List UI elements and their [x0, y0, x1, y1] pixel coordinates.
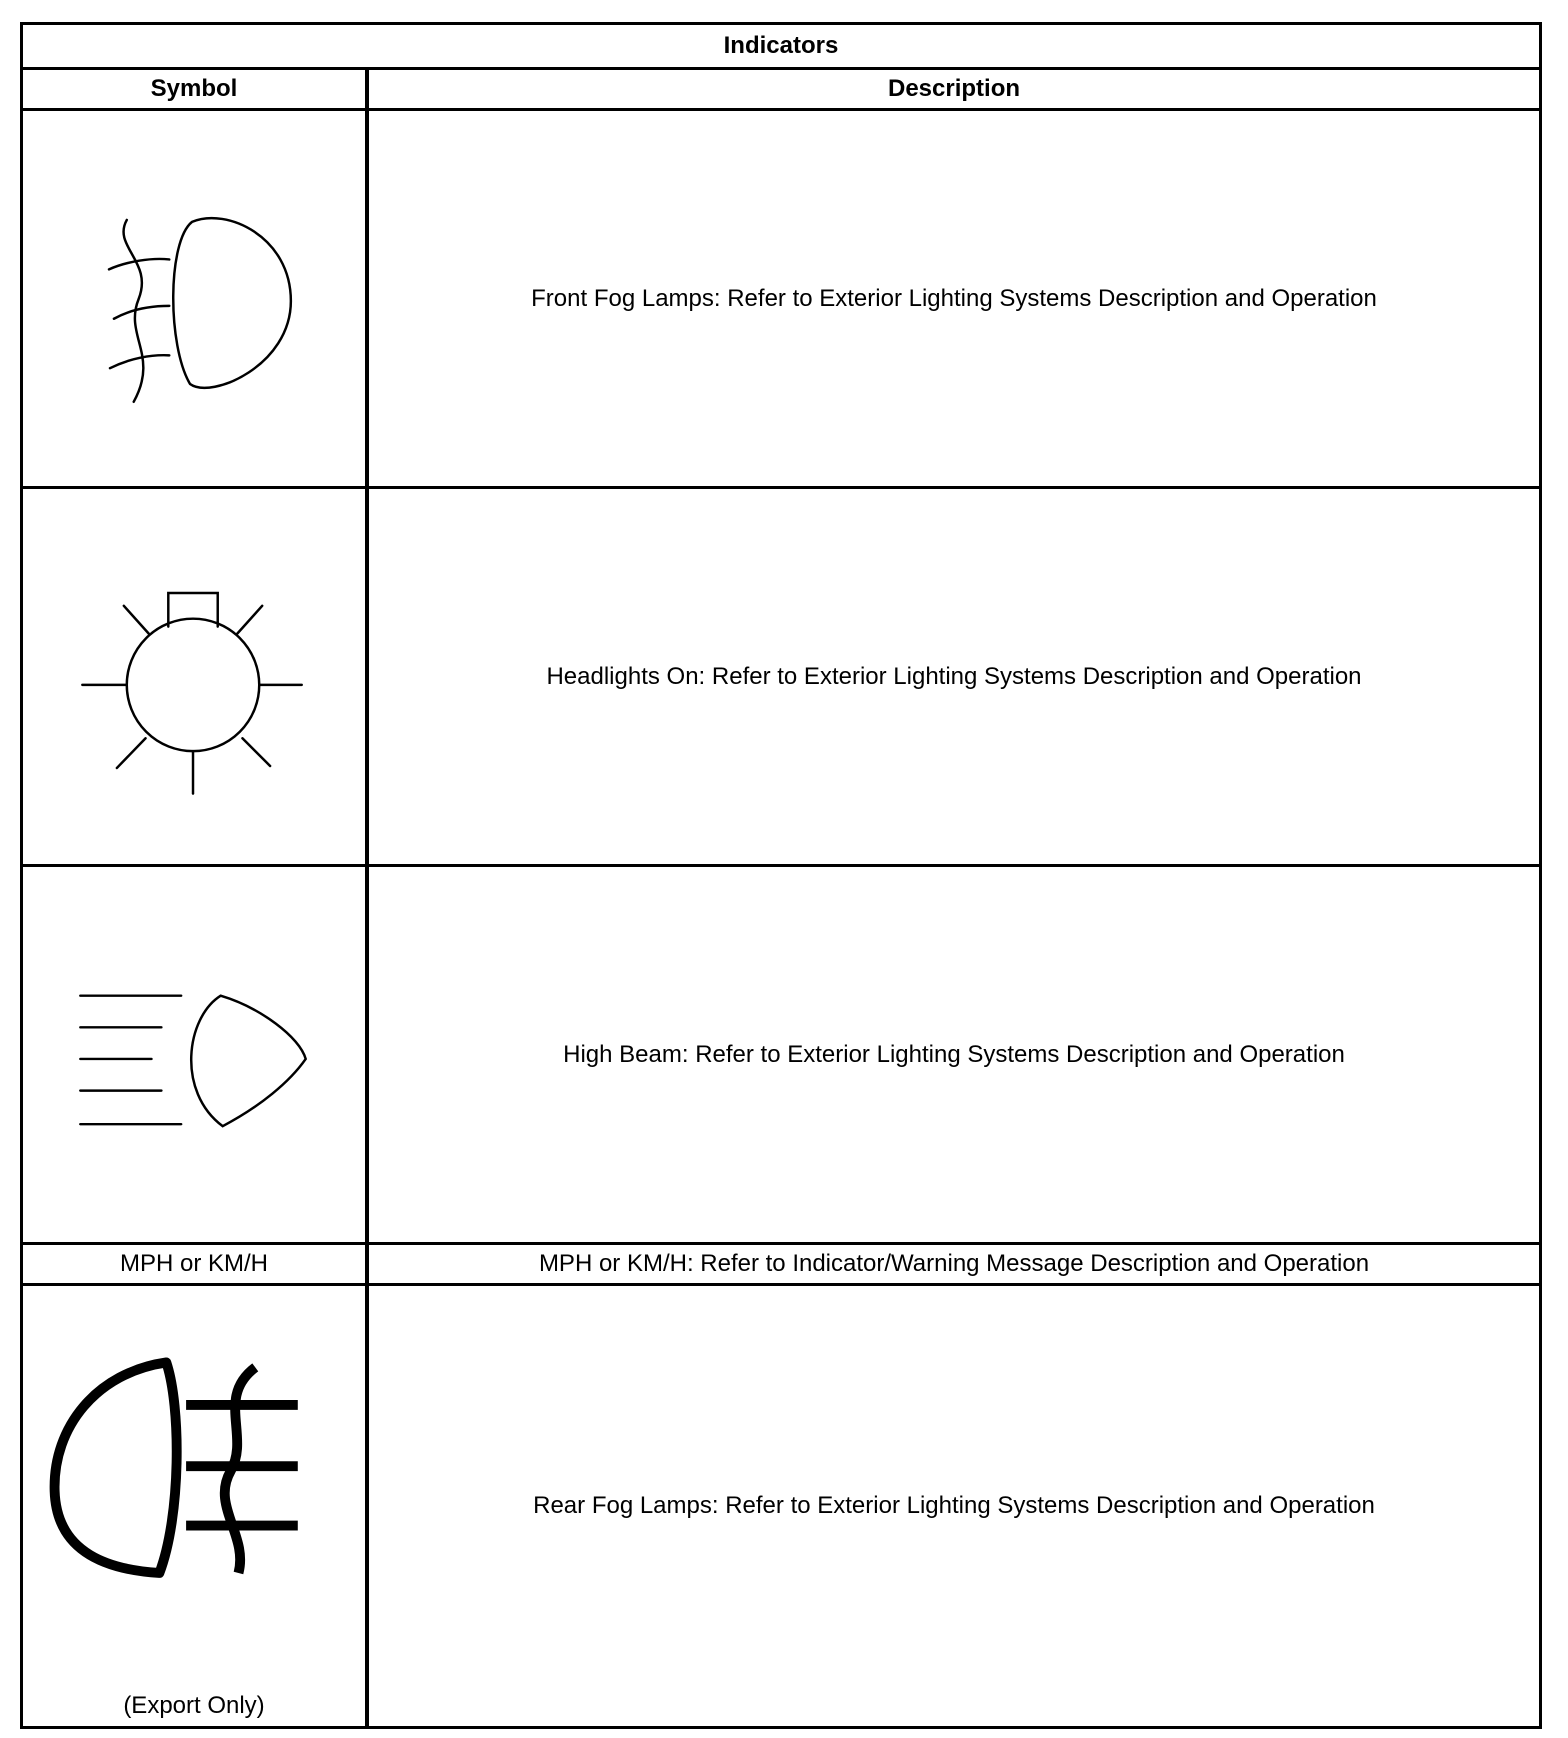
- description-cell: [369, 867, 1539, 1242]
- front-fog-lamp-icon: [23, 111, 365, 486]
- description-cell: [369, 1245, 1539, 1283]
- header-symbol: Symbol: [23, 70, 369, 108]
- description-text: Rear Fog Lamps: Refer to Exterior Lighting Systems Description and Operation: [533, 1492, 1375, 1519]
- export-only-note: (Export Only): [123, 1692, 265, 1719]
- description-cell: [369, 489, 1539, 864]
- description-text: Headlights On: Refer to Exterior Lighting Systems Description and Operation: [546, 662, 1362, 690]
- high-beam-icon: [23, 867, 365, 1242]
- description-text: High Beam: Refer to Exterior Lighting Systems Description and Operation: [563, 1040, 1345, 1068]
- description-text: MPH or KM/H: Refer to Indicator/Warning Message Description and Operation: [538, 1250, 1370, 1277]
- description-text: Front Fog Lamps: Refer to Exterior Lighting Systems Description and Operation: [531, 284, 1377, 312]
- symbol-text-cell: MPH or KM/H: [23, 1245, 369, 1283]
- table-row: [23, 1283, 1539, 1726]
- symbol-cell: [23, 111, 369, 486]
- description-cell: [369, 111, 1539, 486]
- rear-fog-lamp-icon: [23, 1266, 365, 1706]
- table-title-row: [23, 25, 1539, 67]
- symbol-cell: [23, 867, 369, 1242]
- symbol-cell: [23, 489, 369, 864]
- table-row: [23, 486, 1539, 864]
- table-header-row: [23, 67, 1539, 108]
- header-description: Description: [887, 75, 1021, 102]
- table-row: [23, 864, 1539, 1242]
- table-row: [23, 108, 1539, 486]
- headlights-on-icon: [23, 489, 365, 864]
- symbol-cell: [23, 1286, 369, 1726]
- table-title: Indicators: [723, 32, 839, 59]
- indicators-table: [20, 22, 1542, 1729]
- description-cell: [369, 1286, 1539, 1726]
